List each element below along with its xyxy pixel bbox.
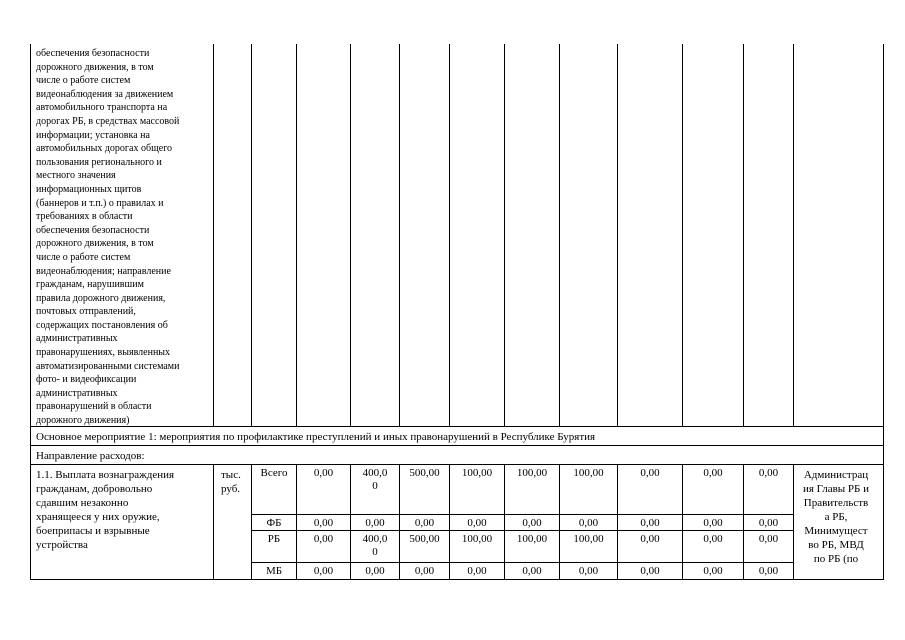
main-event-row: Основное мероприятие 1: мероприятия по профилактике преступлений и иных правонарушений в Республике Бурятия [36, 431, 596, 443]
value-cell: 0,00 [640, 565, 660, 577]
source-cell: ФБ [266, 517, 282, 529]
value-cell: 0,00 [758, 517, 779, 529]
source-cell: Всего [260, 467, 288, 479]
value-cell: 100,00 [461, 467, 493, 479]
value-cell: 0,00 [703, 467, 723, 479]
value-cell: 400,0 0 [362, 533, 388, 558]
value-cell: 0,00 [703, 533, 723, 545]
value-cell: 0,00 [365, 517, 385, 529]
grid-vline [30, 44, 31, 580]
value-cell: 0,00 [758, 467, 779, 479]
unit-cell: тыс. руб. [221, 469, 241, 495]
source-cell: МБ [265, 565, 283, 577]
value-cell: 0,00 [313, 467, 334, 479]
value-cell: 0,00 [703, 565, 723, 577]
value-cell: 500,00 [409, 533, 440, 545]
grid-vline [682, 44, 683, 427]
value-cell: 0,00 [578, 565, 599, 577]
value-cell: 0,00 [703, 517, 723, 529]
value-cell: 100,00 [516, 533, 548, 545]
grid-hline [251, 562, 794, 563]
grid-vline [296, 44, 297, 427]
value-cell: 0,00 [467, 517, 487, 529]
value-cell: 0,00 [522, 517, 542, 529]
value-cell: 0,00 [313, 565, 334, 577]
value-cell: 0,00 [640, 533, 660, 545]
value-cell: 0,00 [640, 517, 660, 529]
executor-cell: Администрац ия Главы РБ и Правительств а РБ, Минимущест во РБ, МВД по РБ (по [802, 469, 869, 565]
grid-vline [793, 44, 794, 427]
source-cell: РБ [267, 533, 281, 545]
value-cell: 0,00 [758, 533, 779, 545]
value-cell: 0,00 [365, 565, 385, 577]
value-cell: 400,0 0 [362, 467, 388, 492]
grid-hline [30, 579, 884, 580]
value-cell: 0,00 [578, 517, 599, 529]
grid-vline [743, 44, 744, 427]
value-cell: 0,00 [414, 565, 435, 577]
value-cell: 500,00 [409, 467, 440, 479]
value-cell: 0,00 [467, 565, 487, 577]
grid-vline [617, 44, 618, 427]
grid-hline [251, 514, 794, 515]
value-cell: 100,00 [516, 467, 548, 479]
value-cell: 100,00 [461, 533, 493, 545]
value-cell: 0,00 [414, 517, 435, 529]
value-cell: 100,00 [573, 533, 604, 545]
grid-hline [251, 530, 794, 531]
grid-vline [504, 44, 505, 427]
grid-vline [350, 44, 351, 427]
event-description-cell: обеспечения безопасности дорожного движения, в том числе о работе систем видеонаблюдения за движением автомобильного транспорта на дорогах РБ, в средствах массовой информации; установка на автомобильных дорогах общего пользования регионального и местного значения информационных щитов (баннеров и т.п.) о правилах и требованиях в области обеспечения безопасности дорожного движения, в том числе о работе систем видеонаблюдения; направление гражданам, нарушившим правила дорожного движения, почтовых отправлений, содержащих постановления об административных правонарушениях, выявленных автоматизированными системами фото- и видеофиксации административных правонарушений в области дорожного движения) [36, 48, 180, 427]
grid-vline [449, 44, 450, 427]
grid-vline [883, 44, 884, 580]
grid-hline [30, 445, 884, 446]
grid-vline [559, 44, 560, 427]
value-cell: 0,00 [758, 565, 779, 577]
grid-vline [399, 44, 400, 427]
grid-vline [213, 44, 214, 427]
value-cell: 0,00 [313, 517, 334, 529]
value-cell: 100,00 [573, 467, 604, 479]
direction-row: Направление расходов: [36, 450, 145, 462]
value-cell: 0,00 [313, 533, 334, 545]
item-title-cell: 1.1. Выплата вознаграждения гражданам, добровольно сдавшим незаконно хранящееся у них оружие, боеприпасы и взрывные устройства [36, 469, 175, 551]
value-cell: 0,00 [640, 467, 660, 479]
grid-vline [251, 44, 252, 427]
value-cell: 0,00 [522, 565, 542, 577]
grid-hline [30, 464, 884, 465]
